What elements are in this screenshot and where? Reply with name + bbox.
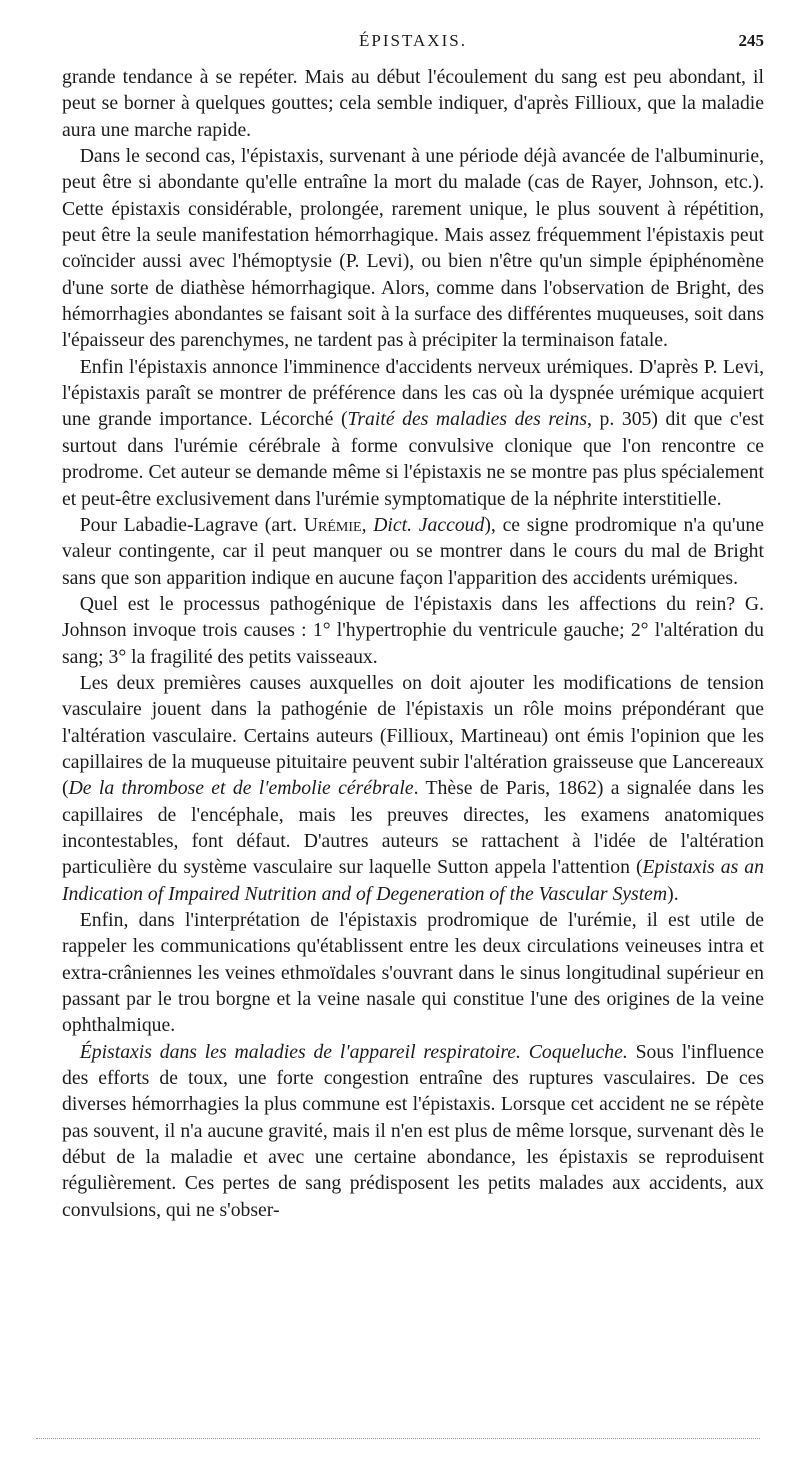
paragraph: [62, 1039, 764, 1223]
italic-text: De la thrombose et de l'embolie cérébrale: [68, 777, 414, 800]
text-run: Quel est le processus pathogénique de l'épistaxis dans les affections du rein? G. Johnson invoque trois causes : 1° l'hypertrophie du ventricule gauche; 2° l'altération du sang; 3° la fragilité des petits vaisseaux.: [62, 592, 764, 668]
paragraph: [62, 143, 764, 354]
paragraph: [62, 591, 764, 670]
page-header: [62, 31, 764, 55]
text-run: . Thèse de Paris, 1862) a signalée dans les capillaires de l'encéphale, mais les preuves directes, les examens anatomiques incontestables, font défaut. D'autres auteurs se rattachent à l'idée de l'altération particulière du système vasculaire sur laquelle Sutton appela l'attention (: [62, 777, 764, 879]
italic-text: Dict. Jaccoud: [373, 513, 485, 536]
paragraph: [62, 670, 764, 907]
text-run: grande tendance à se repéter. Mais au début l'écoulement du sang est peu abondant, il peut se borner à quelques gouttes; cela semble indiquer, d'après Fillioux, que la maladie aura une marche rapide.: [62, 66, 764, 141]
text-run: Pour Labadie-Lagrave (art.: [79, 513, 304, 536]
running-title: ÉPISTAXIS.: [359, 31, 467, 50]
text-run: Sous l'influence des efforts de toux, une forte congestion entraîne des ruptures vasculaires. De ces diverses hémorrhagies la plus commune est l'épistaxis. Lorsque cet accident ne se répète pas souvent, il n'a aucune gravité, mais il n'en est plus de même lorsque, survenant dès le début de la maladie et avec une certaine abondance, les épistaxis se reproduisent régulièrement. Ces pertes de sang prédisposent les petits malades aux accidents, aux convulsions, qui ne s'obser-: [62, 1040, 765, 1221]
paragraph: [62, 64, 764, 143]
paragraph: [62, 907, 764, 1039]
italic-text: Traité des maladies des reins: [347, 408, 588, 431]
text-run: Enfin l'épistaxis annonce l'imminence d'accidents nerveux urémiques. D'après P. Levi, l'épistaxis paraît se montrer de préférence dans les cas où la dyspnée urémique acquiert une grande importance. Lécorché (: [62, 355, 764, 431]
text-run: Dans le second cas, l'épistaxis, survenant à une période déjà avancée de l'albuminurie, peut être si abondante qu'elle entraîne la mort du malade (cas de Rayer, Johnson, etc.). Cette épistaxis considérable, prolongée, rarement unique, le plus souvent à répétition, peut être la seule manifestation hémorrhagique. Mais assez fréquemment l'épistaxis peut coïncider aussi avec l'hémoptysie (P. Levi), ou bien n'être qu'un simple épiphénomène d'une sorte de diathèse hémorrhagique. Alors, comme dans l'observation de Bright, des hémorrhagies abondantes se faisant soit à la surface des différentes muqueuses, soit dans l'épaisseur des parenchymes, ne tardent pas à précipiter la terminaison fatale.: [62, 145, 764, 352]
text-run: ,: [361, 513, 374, 536]
italic-text: Épistaxis dans les maladies de l'appareil respiratoire. Coqueluche.: [79, 1040, 628, 1063]
text-run: Enfin, dans l'interprétation de l'épistaxis prodromique de l'urémie, il est utile de rappeler les communications qu'établissent entre les deux circulations veineuses intra et extra-crâniennes les veines ethmoïdales s'ouvrant dans le sinus longitudinal supérieur en passant par le trou borgne et la veine nasale qui constitue l'une des origines de la veine ophthalmique.: [62, 909, 764, 1037]
paragraph: [62, 354, 764, 512]
footer-dotted-rule: [36, 1438, 760, 1439]
text-run: ), ce signe prodromique n'a qu'une valeur contingente, car il peut manquer ou se montrer dans le cours du mal de Bright sans que son apparition indique en aucune façon l'apparition des accidents urémiques.: [62, 513, 764, 589]
body-text: [62, 64, 764, 1223]
paragraph: [62, 512, 764, 591]
italic-text: Epistaxis as an Indication of Impaired Nutrition and of Degeneration of the Vascular System: [62, 856, 764, 905]
text-run: ).: [667, 882, 679, 905]
text-run: Les deux premières causes auxquelles on doit ajouter les modifications de tension vasculaire jouent dans la pathogénie de l'épistaxis un rôle moins prépondérant que l'altération vasculaire. Certains auteurs (Fillioux, Martineau) ont émis l'opinion que les capillaires de la muqueuse pituitaire peuvent subir l'altération graisseuse que Lancereaux (: [62, 671, 764, 800]
page-number: 245: [738, 31, 764, 50]
text-run: , p. 305) dit que c'est surtout dans l'urémie cérébrale à forme convulsive clonique que l'on rencontre ce prodrome. Cet auteur se demande même si l'épistaxis ne se montre pas plus spécialement et peut-être exclusivement dans l'urémie symptomatique de la néphrite interstitielle.: [62, 408, 765, 510]
small-caps-text: Urémie: [303, 513, 362, 536]
